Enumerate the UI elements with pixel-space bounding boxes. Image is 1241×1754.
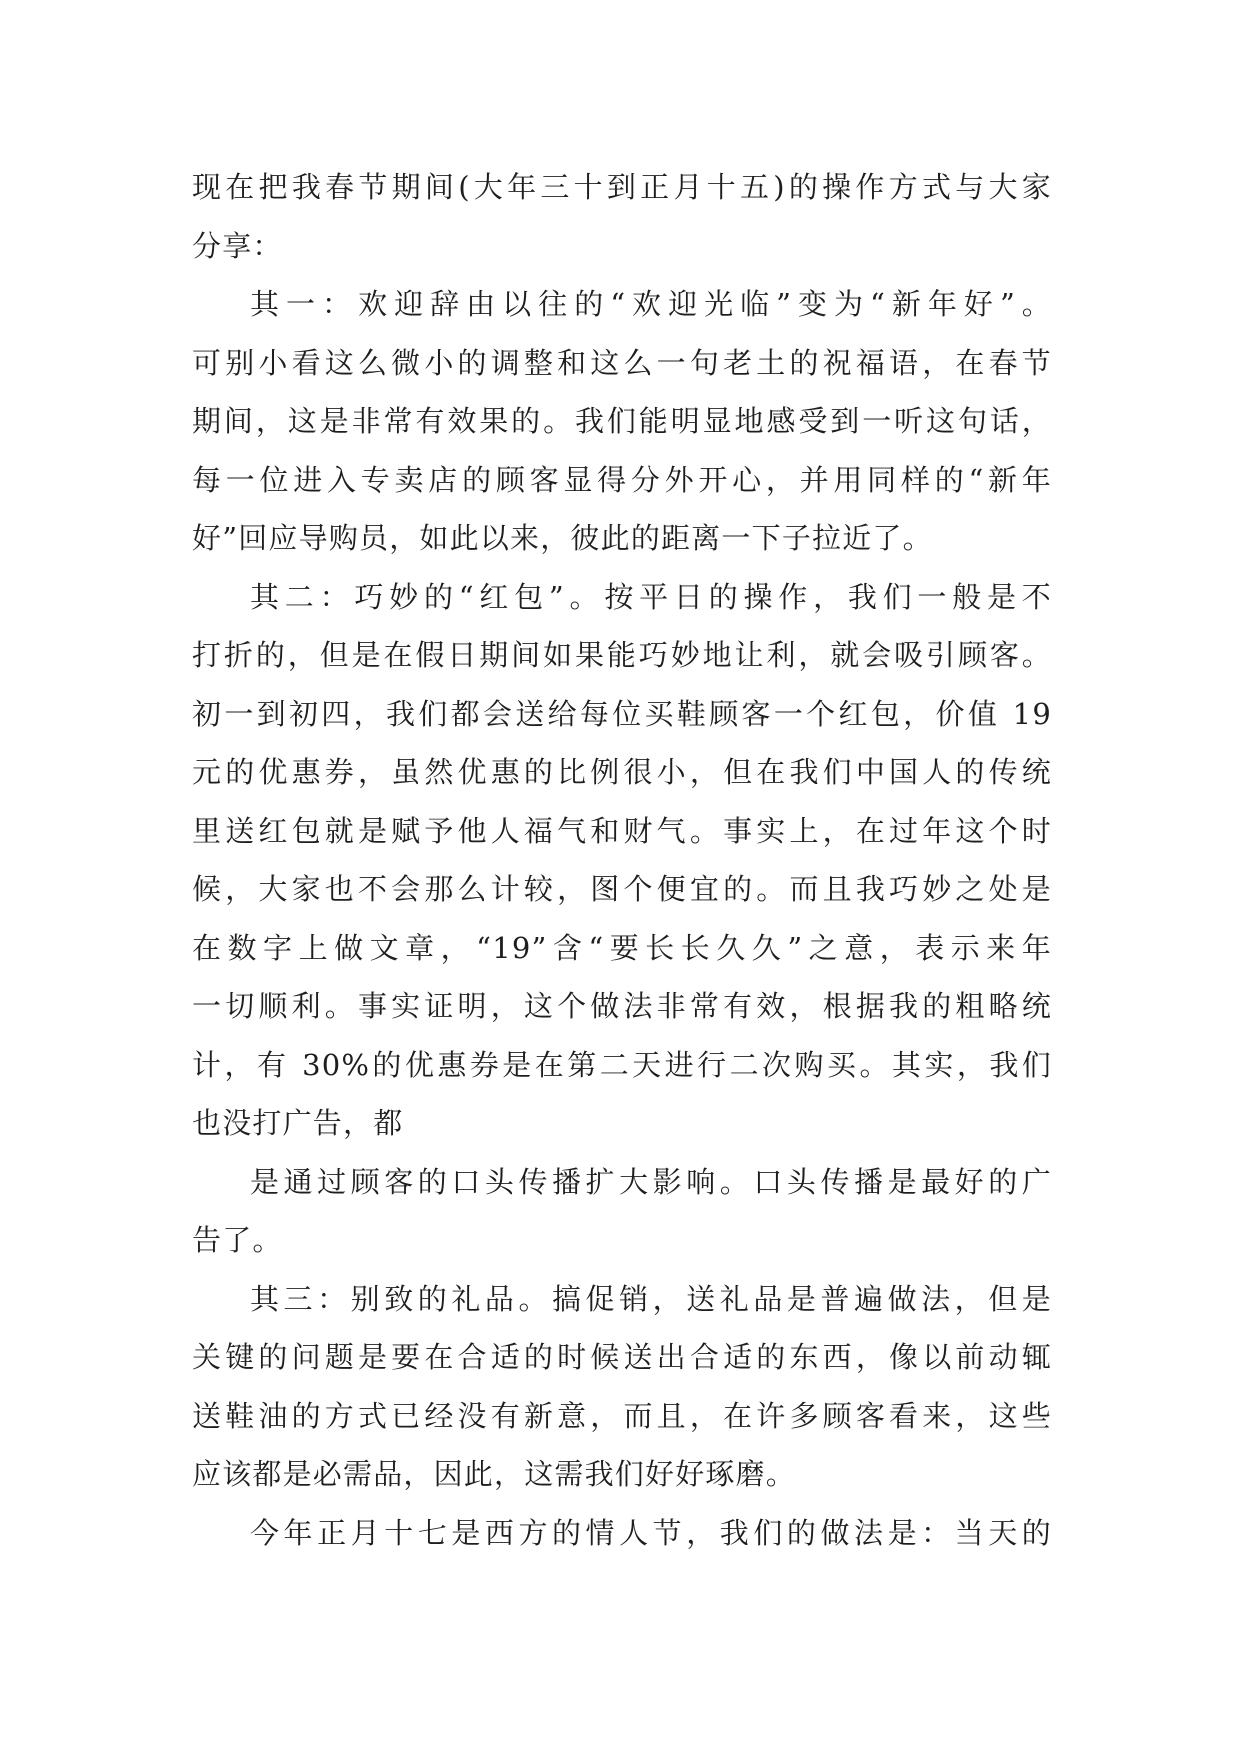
text-line: 也没打广告，都 — [192, 1106, 404, 1140]
text-line: 应该都是必需品，因此，这需我们好好琢磨。 — [192, 1457, 797, 1491]
text-line: 在数字上做文章，“19”含“要长长久久”之意，表示来年 — [192, 930, 1052, 965]
text-line: 关键的问题是要在合适的时候送出合适的东西，像以前动辄 — [192, 1340, 1052, 1374]
text-line: 其三：别致的礼品。搞促销，送礼品是普遍做法，但是 — [250, 1281, 1052, 1316]
text-line: 现在把我春节期间(大年三十到正月十五)的操作方式与大家 — [192, 170, 1052, 204]
text-line: 打折的，但是在假日期间如果能巧妙地让利，就会吸引顾客。 — [192, 638, 1052, 672]
text-line: 今年正月十七是西方的情人节，我们的做法是：当天的 — [250, 1515, 1052, 1550]
text-line: 元的优惠券，虽然优惠的比例很小，但在我们中国人的传统 — [192, 755, 1052, 789]
text-line: 分享： — [192, 228, 283, 263]
text-line: 期间，这是非常有效果的。我们能明显地感受到一听这句话， — [192, 404, 1052, 438]
text-line: 初一到初四，我们都会送给每位买鞋顾客一个红包，价值 19 — [192, 696, 1052, 731]
text-line: 计，有 30%的优惠券是在第二天进行二次购买。其实，我们 — [192, 1047, 1052, 1082]
text-line: 其一：欢迎辞由以往的“欢迎光临”变为“新年好”。 — [250, 287, 1052, 321]
text-line: 送鞋油的方式已经没有新意，而且，在许多顾客看来，这些 — [192, 1398, 1052, 1433]
document-body — [192, 158, 1052, 1562]
text-line: 其二：巧妙的“红包”。按平日的操作，我们一般是不 — [250, 579, 1052, 614]
text-line: 一切顺利。事实证明，这个做法非常有效，根据我的粗略统 — [192, 989, 1052, 1023]
text-line: 好”回应导购员，如此以来，彼此的距离一下子拉近了。 — [192, 521, 933, 555]
text-line: 是通过顾客的口头传播扩大影响。口头传播是最好的广 — [250, 1164, 1052, 1199]
text-line: 告了。 — [192, 1223, 283, 1257]
text-line: 候，大家也不会那么计较，图个便宜的。而且我巧妙之处是 — [192, 872, 1052, 906]
text-line: 里送红包就是赋予他人福气和财气。事实上，在过年这个时 — [192, 813, 1052, 848]
text-line: 每一位进入专卖店的顾客显得分外开心，并用同样的“新年 — [192, 462, 1052, 497]
text-line: 可别小看这么微小的调整和这么一句老土的祝福语，在春节 — [192, 345, 1052, 380]
